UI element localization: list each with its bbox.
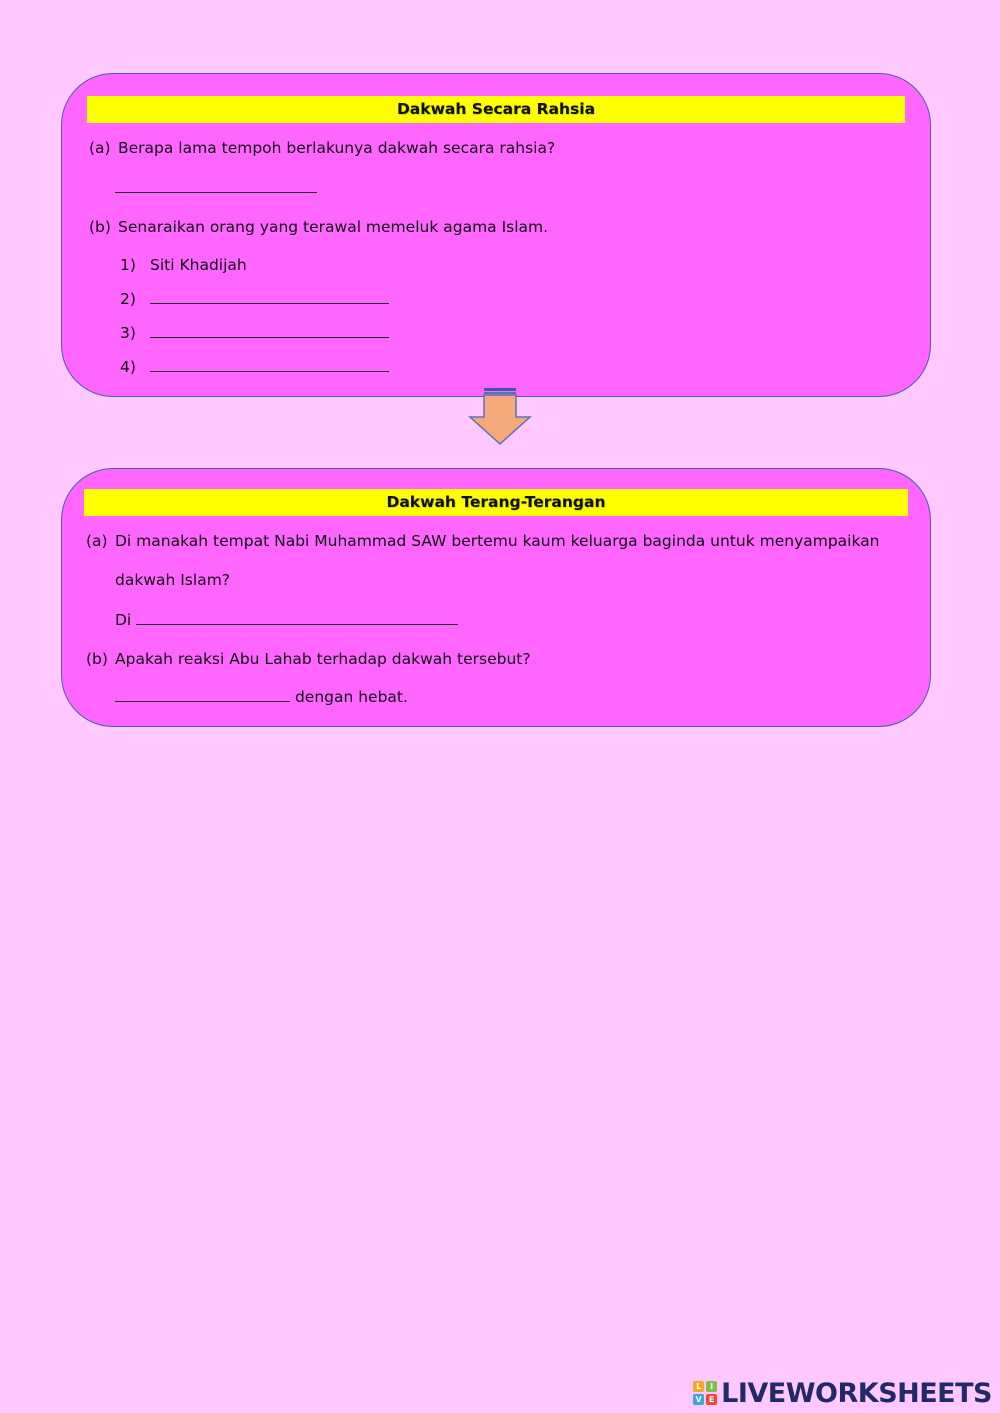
down-arrow-icon (468, 387, 532, 447)
question-text: Berapa lama tempoh berlakunya dakwah secara rahsia? (118, 139, 556, 157)
question-text: Apakah reaksi Abu Lahab terhadap dakwah tersebut? (115, 650, 531, 668)
question-label: (b) (86, 650, 108, 668)
answer-blank[interactable] (136, 610, 458, 625)
list-number: 4) (120, 358, 136, 376)
liveworksheets-logo (693, 1377, 992, 1409)
list-number: 2) (120, 290, 136, 308)
question-label: (a) (89, 139, 111, 157)
question-text: Di manakah tempat Nabi Muhammad SAW bertemu kaum keluarga baginda untuk menyampaikan (115, 532, 880, 550)
list-number: 3) (120, 324, 136, 342)
answer-b-field (115, 687, 408, 707)
question-b (86, 649, 531, 669)
question-a-continued: dakwah Islam? (115, 571, 231, 589)
section-title: Dakwah Secara Rahsia (87, 96, 905, 123)
answer-a-field (115, 610, 458, 630)
section-title: Dakwah Terang-Terangan (84, 489, 908, 516)
section-secret-dakwah (61, 73, 931, 397)
answer-blank[interactable] (115, 178, 317, 193)
list-item (120, 323, 389, 343)
list-answer: Siti Khadijah (150, 256, 247, 274)
question-a (86, 531, 880, 551)
answer-blank[interactable] (150, 357, 389, 372)
liveworksheets-wordmark: LIVEWORKSHEETS (721, 1377, 992, 1409)
liveworksheets-logo-icon: L I V E (693, 1381, 717, 1405)
list-item (120, 357, 389, 377)
answer-suffix: dengan hebat. (294, 688, 408, 706)
list-item (120, 289, 389, 309)
answer-blank[interactable] (150, 289, 389, 304)
list-number: 1) (120, 256, 136, 274)
question-label: (b) (89, 218, 111, 236)
section-open-dakwah (61, 468, 931, 727)
answer-a-field[interactable] (115, 178, 317, 198)
question-label: (a) (86, 532, 108, 550)
list-item (120, 255, 247, 275)
question-b (89, 217, 548, 237)
answer-blank[interactable] (115, 687, 290, 702)
answer-blank[interactable] (150, 323, 389, 338)
answer-prefix: Di (115, 611, 132, 629)
question-text: Senaraikan orang yang terawal memeluk agama Islam. (118, 218, 549, 236)
question-a (89, 138, 555, 158)
